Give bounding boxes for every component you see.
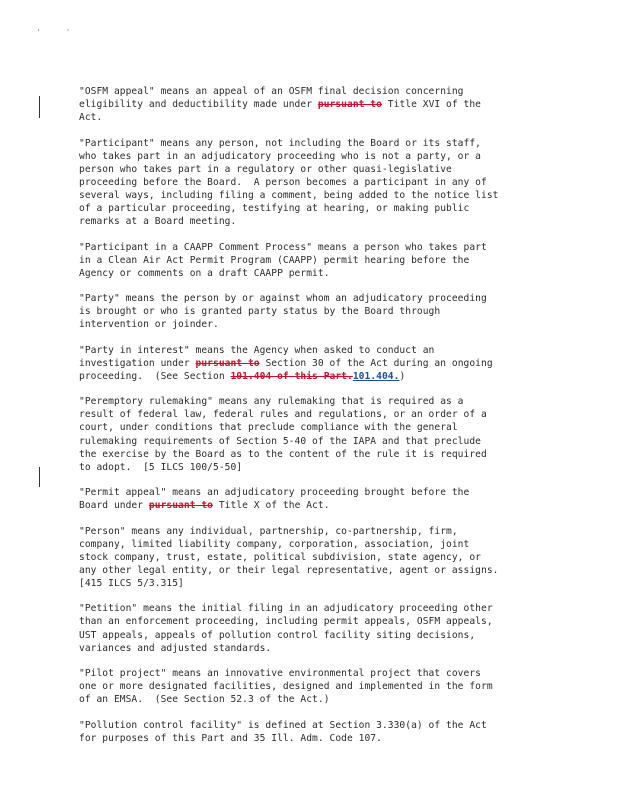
text-segment: [415 ILCS 5/3.315] — [79, 577, 184, 589]
text-line — [79, 292, 549, 305]
deleted-text: 101.404 of this Part. — [230, 370, 353, 382]
change-bar — [39, 96, 40, 118]
text-line — [79, 318, 549, 331]
text-line — [79, 344, 549, 357]
text-segment: Title X of the Act. — [213, 500, 330, 512]
text-line — [79, 370, 549, 383]
text-line — [79, 525, 549, 538]
text-segment: Title XVI of the — [381, 99, 482, 111]
text-segment: ) — [399, 370, 406, 382]
text-segment: "OSFM appeal" means an appeal of an OSFM final decision concerning — [79, 86, 464, 97]
deleted-text: pursuant to — [148, 500, 214, 512]
deleted-text: pursuant to — [317, 99, 382, 111]
text-line — [79, 421, 549, 434]
text-segment: any other legal entity, or their legal representative, agent or assigns. — [79, 564, 499, 576]
text-segment: than an enforcement proceeding, including permit appeals, OSFM appeals, — [79, 616, 493, 628]
def-participant-caapp — [79, 241, 549, 280]
text-segment: eligibility and deductibility made under — [79, 99, 318, 111]
text-segment: the exercise by the Board as to the content of the rule it is required — [79, 448, 487, 460]
text-segment: of an EMSA. (See Section 52.3 of the Act.) — [79, 694, 330, 706]
inserted-text: 101.404. — [352, 370, 400, 382]
text-line — [79, 215, 549, 228]
text-line — [79, 667, 549, 680]
text-line — [79, 499, 549, 512]
text-line — [79, 732, 549, 745]
text-segment: "Peremptory rulemaking" means any rulemaking that is required as a — [79, 396, 464, 408]
text-line — [79, 137, 549, 150]
text-segment: proceeding. (See Section — [79, 370, 231, 382]
def-party — [79, 292, 549, 331]
text-segment: company, limited liability company, corporation, association, joint — [79, 538, 470, 550]
text-line — [79, 629, 549, 642]
text-segment: is brought or who is granted party status by the Board through — [79, 306, 441, 318]
text-segment: "Party in interest" means the Agency when asked to conduct an — [79, 344, 435, 356]
text-segment: one or more designated facilities, designed and implemented in the form — [79, 681, 493, 693]
text-line — [79, 615, 549, 628]
text-segment: "Participant" means any person, not including the Board or its staff, — [79, 137, 481, 149]
text-line — [79, 267, 549, 280]
text-line — [79, 538, 549, 551]
text-segment: of a particular proceeding, testifying at hearing, or making public — [79, 203, 470, 215]
text-line — [79, 719, 549, 732]
text-segment: rulemaking requirements of Section 5-40 of the IAPA and that preclude — [79, 435, 481, 447]
text-line — [79, 189, 549, 202]
text-line — [79, 305, 549, 318]
text-line — [79, 254, 549, 267]
text-line — [79, 98, 549, 111]
text-segment: variances and adjusted standards. — [79, 642, 272, 654]
text-line — [79, 202, 549, 215]
text-line — [79, 577, 549, 590]
text-segment: to adopt. [5 ILCS 100/5-50] — [79, 461, 243, 473]
text-line — [79, 150, 549, 163]
text-line — [79, 680, 549, 693]
text-line — [79, 448, 549, 461]
text-segment: for purposes of this Part and 35 Ill. Adm. Code 107. — [79, 732, 382, 744]
text-segment: UST appeals, appeals of pollution control facility siting decisions, — [79, 629, 476, 641]
text-segment: investigation under — [79, 357, 196, 369]
def-permit-appeal — [79, 486, 549, 512]
text-segment: "Pilot project" means an innovative environmental project that covers — [79, 668, 481, 680]
text-segment: "Participant in a CAAPP Comment Process" means a person who takes part — [79, 241, 487, 253]
text-line — [79, 357, 549, 370]
text-line — [79, 111, 549, 124]
text-line — [79, 693, 549, 706]
text-segment: Act. — [79, 112, 103, 124]
text-segment: result of federal law, federal rules and regulations, or an order of a — [79, 409, 487, 421]
text-line — [79, 176, 549, 189]
text-segment: "Person" means any individual, partnership, co-partnership, firm, — [79, 525, 458, 537]
text-line — [79, 163, 549, 176]
text-segment: Section 30 of the Act during an ongoing — [259, 357, 493, 369]
scan-mark: ' ' — [36, 28, 81, 37]
deleted-text: pursuant to — [195, 357, 260, 369]
text-segment: "Party" means the person by or against whom an adjudicatory proceeding — [79, 293, 487, 305]
text-line — [79, 408, 549, 421]
text-line — [79, 642, 549, 655]
text-segment: who takes part in an adjudicatory proceeding who is not a party, or a — [79, 150, 481, 162]
text-line — [79, 461, 549, 474]
text-line — [79, 85, 549, 98]
text-line — [79, 486, 549, 499]
text-segment: "Permit appeal" means an adjudicatory proceeding brought before the — [79, 487, 470, 499]
def-petition — [79, 602, 549, 654]
text-line — [79, 435, 549, 448]
def-participant — [79, 137, 549, 229]
text-segment: Board under — [79, 500, 149, 512]
text-line — [79, 551, 549, 564]
text-segment: stock company, trust, estate, political subdivision, state agency, or — [79, 551, 481, 563]
text-segment: intervention or joinder. — [79, 319, 219, 331]
text-segment: person who takes part in a regulatory or other quasi-legislative — [79, 163, 452, 175]
text-line — [79, 564, 549, 577]
def-pilot-project — [79, 667, 549, 706]
text-segment: several ways, including filing a comment, being added to the notice list — [79, 189, 499, 201]
text-segment: in a Clean Air Act Permit Program (CAAPP) permit hearing before the — [79, 254, 470, 266]
text-segment: proceeding before the Board. A person becomes a participant in any of — [79, 176, 487, 188]
text-line — [79, 241, 549, 254]
text-segment: "Petition" means the initial filing in an adjudicatory proceeding other — [79, 603, 493, 615]
text-segment: "Pollution control facility" is defined at Section 3.330(a) of the Act — [79, 719, 487, 731]
def-osfm-appeal — [79, 85, 549, 124]
def-person — [79, 525, 549, 590]
document-body — [79, 85, 549, 757]
def-peremptory-rulemaking — [79, 395, 549, 474]
text-segment: court, under conditions that preclude compliance with the general — [79, 422, 458, 434]
change-bar — [39, 467, 40, 487]
text-line — [79, 602, 549, 615]
text-segment: remarks at a Board meeting. — [79, 216, 237, 228]
text-segment: Agency or comments on a draft CAAPP permit. — [79, 267, 330, 279]
text-line — [79, 395, 549, 408]
def-pollution-control-facility — [79, 719, 549, 745]
def-party-in-interest — [79, 344, 549, 383]
